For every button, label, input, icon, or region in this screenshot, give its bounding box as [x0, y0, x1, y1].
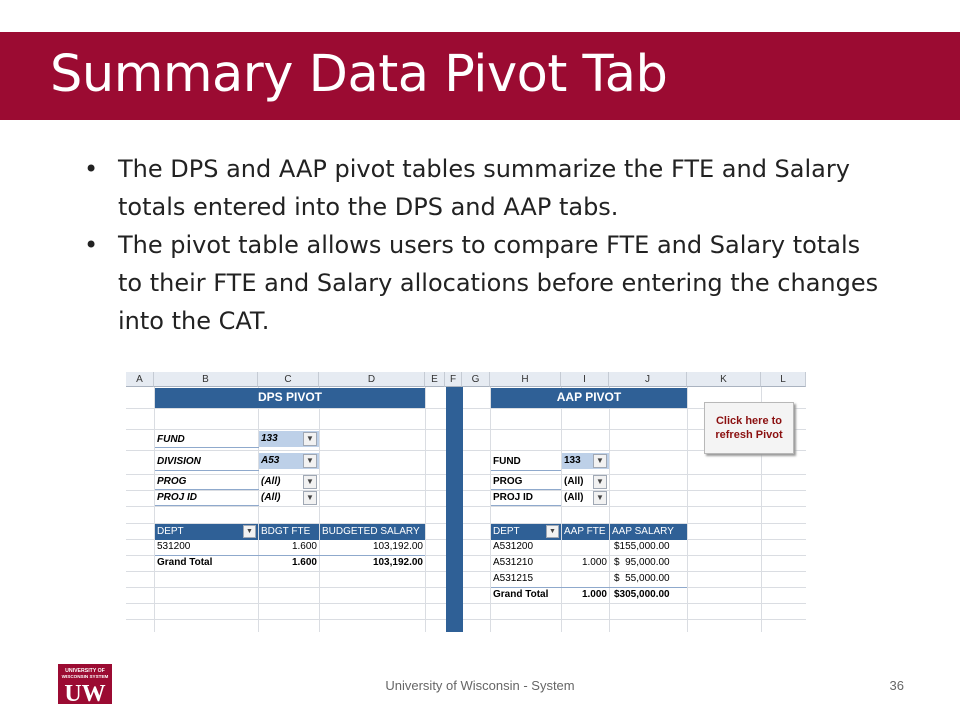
- filter-underline: [155, 505, 259, 506]
- bullet-text: The pivot table allows users to compare FTE and Salary totals to their FTE and Salary allocations before entering the changes into the CAT.: [118, 231, 879, 335]
- aap-header-dept[interactable]: DEPT: [491, 524, 561, 540]
- dropdown-icon[interactable]: ▼: [303, 475, 317, 489]
- aap-filter-label: PROJ ID: [493, 492, 534, 503]
- grid-line: [126, 474, 806, 475]
- bullet-dot: •: [84, 155, 99, 183]
- footer-text: University of Wisconsin - System: [385, 678, 575, 693]
- logo-line1: UNIVERSITY OF: [65, 668, 105, 674]
- aap-cell-fte: [562, 539, 609, 555]
- grid-line: [126, 603, 806, 604]
- aap-filter-value[interactable]: 133: [562, 453, 609, 469]
- column-header-h[interactable]: H: [490, 372, 561, 387]
- grid-line: [126, 587, 806, 588]
- filter-underline: [155, 470, 259, 471]
- dps-pivot-title: DPS PIVOT: [257, 390, 322, 404]
- aap-cell-fte: 1.000: [581, 557, 607, 568]
- aap-cell-dept: A531200: [493, 541, 534, 552]
- aap-filter-label: PROG: [493, 476, 523, 487]
- bullet-item: [80, 150, 880, 226]
- column-header-i[interactable]: I: [561, 372, 609, 387]
- dps-cell-dept: 531200: [157, 541, 191, 552]
- grid-line: [687, 387, 688, 632]
- bullet-text: The DPS and AAP pivot tables summarize the FTE and Salary totals entered into the DPS and AAP tabs.: [118, 155, 850, 221]
- aap-grand-total-fte: 1.000: [581, 589, 607, 600]
- column-header-b[interactable]: B: [154, 372, 258, 387]
- grid-line: [126, 571, 806, 572]
- sort-filter-icon[interactable]: ▼: [546, 525, 559, 538]
- title-bar: [0, 32, 960, 120]
- dps-grand-total-salary: 103,192.00: [372, 557, 423, 568]
- dps-cell-salary: 103,192.00: [372, 541, 423, 552]
- dps-cell-fte: 1.600: [291, 541, 317, 552]
- dps-grand-total-label: Grand Total: [157, 557, 213, 568]
- dropdown-icon[interactable]: ▼: [593, 491, 607, 505]
- grid-line: [154, 387, 155, 632]
- separator-column: [446, 387, 463, 632]
- dps-header-dept[interactable]: DEPT: [155, 524, 258, 540]
- dps-filter-label: FUND: [157, 434, 185, 445]
- aap-cell-salary: $ 55,000.00: [614, 573, 670, 584]
- grid-line: [609, 387, 610, 632]
- page-number: 36: [889, 678, 904, 693]
- aap-cell-salary: $ 95,000.00: [614, 557, 670, 568]
- dps-filter-label: PROJ ID: [157, 492, 198, 503]
- column-header-a[interactable]: A: [126, 372, 154, 387]
- column-header-g[interactable]: G: [462, 372, 490, 387]
- aap-cell-salary: $155,000.00: [614, 541, 670, 552]
- grid-line: [126, 506, 806, 507]
- aap-header-fte[interactable]: AAP FTE: [562, 524, 609, 540]
- dps-header-bdgt-fte[interactable]: BDGT FTE: [259, 524, 319, 540]
- dps-filter-value[interactable]: (All): [261, 476, 281, 487]
- dps-grand-total-fte: 1.600: [291, 557, 317, 568]
- sort-filter-icon[interactable]: ▼: [243, 525, 256, 538]
- filter-icon[interactable]: ▼: [593, 454, 607, 468]
- aap-filter-value[interactable]: (All): [564, 492, 584, 503]
- column-header-l[interactable]: L: [761, 372, 806, 387]
- grid-line: [319, 387, 320, 632]
- logo-mark: UW: [64, 681, 106, 704]
- logo-line2: WISCONSIN SYSTEM: [61, 674, 109, 679]
- aap-grand-total-salary: $305,000.00: [614, 589, 670, 600]
- column-header-k[interactable]: K: [687, 372, 761, 387]
- grid-line: [126, 490, 806, 491]
- column-header-f[interactable]: F: [445, 372, 462, 387]
- filter-underline: [491, 505, 561, 506]
- filter-icon[interactable]: ▼: [303, 454, 317, 468]
- filter-icon[interactable]: ▼: [303, 432, 317, 446]
- dps-filter-value[interactable]: A53: [259, 453, 319, 469]
- grid-line: [126, 619, 806, 620]
- grid-line: [258, 387, 259, 632]
- aap-cell-dept: A531210: [493, 557, 534, 568]
- aap-cell-fte: [562, 571, 609, 587]
- bullet-list: [80, 150, 880, 340]
- bullet-item: [80, 226, 880, 340]
- dps-filter-value[interactable]: 133: [259, 431, 319, 447]
- aap-cell-dept: A531215: [493, 573, 534, 584]
- dps-filter-label: PROG: [157, 476, 187, 487]
- filter-underline: [491, 470, 561, 471]
- aap-header-salary[interactable]: AAP SALARY: [610, 524, 687, 540]
- aap-grand-total-label: Grand Total: [493, 589, 549, 600]
- column-header-c[interactable]: C: [258, 372, 319, 387]
- dps-filter-value[interactable]: (All): [261, 492, 281, 503]
- dropdown-icon[interactable]: ▼: [593, 475, 607, 489]
- bullet-dot: •: [84, 231, 99, 259]
- slide-title: Summary Data Pivot Tab: [50, 45, 668, 104]
- column-header-e[interactable]: E: [425, 372, 445, 387]
- spreadsheet-screenshot: [126, 372, 806, 632]
- column-header-d[interactable]: D: [319, 372, 425, 387]
- refresh-pivot-button[interactable]: Click here to refresh Pivot: [704, 402, 794, 454]
- aap-filter-label: FUND: [493, 456, 521, 467]
- aap-filter-value[interactable]: (All): [564, 476, 584, 487]
- dps-filter-label: DIVISION: [157, 456, 201, 467]
- column-header-j[interactable]: J: [609, 372, 687, 387]
- grid-line: [425, 387, 426, 632]
- dps-header-budgeted-salary[interactable]: BUDGETED SALARY: [320, 524, 425, 540]
- aap-pivot-title: AAP PIVOT: [556, 390, 622, 404]
- dropdown-icon[interactable]: ▼: [303, 491, 317, 505]
- filter-underline: [155, 447, 259, 448]
